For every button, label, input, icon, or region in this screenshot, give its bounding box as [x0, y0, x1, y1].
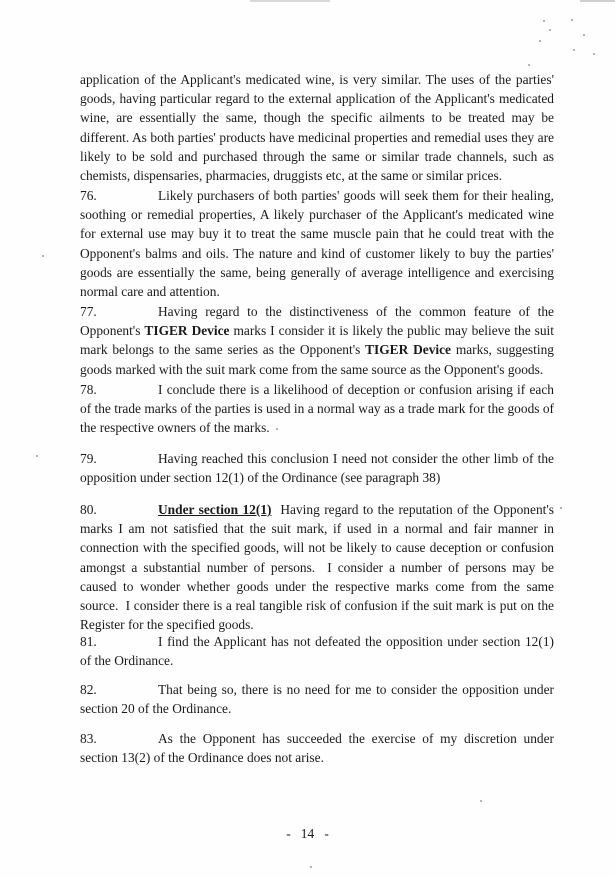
paragraph-text: Likely purchasers of both parties' goods will seek them for their healing, soothing or remedial properties, A likely purchaser of the Applicant's medicated wine for external use may buy it to treat the same muscle pain that he could treat with the Opponent's balms and oils. The nature and kind of customer likely to buy the parties' goods are essentially the same, being generally of average intelligence and exercising normal care and attention.	[80, 188, 554, 300]
paragraph-number: 82.	[80, 682, 97, 697]
page-number-dash: -	[286, 826, 291, 841]
paragraph-text: Having regard to the reputation of the Opponent's marks I am not satisfied that the suit mark, if used in a normal and fair manner in connection with the specified goods, will not be likely to cause deception or confusion amongst a substantial number of persons. I consider a number of persons may be caused to wonder whether goods under the respective marks come from the same source. I consider there is a real tangible risk of confusion if the suit mark is put on the Register for the specified goods.	[80, 502, 558, 633]
page-number-dash: -	[324, 826, 329, 841]
mark-name-bold: TIGER Device	[144, 323, 230, 339]
scan-speck	[480, 800, 482, 802]
paragraph-number: 79.	[80, 451, 97, 466]
page-number-value: 14	[300, 826, 315, 841]
paragraph-82	[80, 680, 554, 718]
paragraph-text: I find the Applicant has not defeated the opposition under section 12(1) of the Ordinance.	[80, 634, 554, 669]
scan-speck	[593, 53, 595, 55]
paragraph-number: 83.	[80, 731, 97, 746]
scan-speck	[573, 49, 575, 51]
scan-speck	[543, 20, 545, 22]
paragraph-number: 78.	[80, 382, 97, 397]
scan-edge	[580, 0, 615, 2]
paragraph-number: 77.	[80, 304, 97, 319]
paragraph-text: I conclude there is a likelihood of deception or confusion arising if each of the trade marks of the parties is used in a normal way as a trade mark for the goods of the respective owners of the marks.	[80, 382, 554, 436]
paragraph-text: That being so, there is no need for me to consider the opposition under section 20 of the Ordinance.	[80, 682, 554, 717]
paragraph-79	[80, 449, 554, 487]
scan-speck	[310, 866, 312, 868]
scan-speck	[539, 40, 541, 42]
section-heading: Under section 12(1)	[158, 502, 272, 517]
paragraph-text: marks I consider it is likely the public may believe the suit mark belongs to the same series as the Opponent's	[80, 323, 554, 358]
scan-speck	[560, 507, 562, 509]
scan-speck	[571, 19, 573, 21]
scan-speck	[528, 64, 530, 66]
continuation-paragraph	[80, 70, 554, 185]
paragraph-text: marks, suggesting goods marked with the suit mark come from the same source as the Opponent's goods.	[80, 342, 554, 377]
scan-edge	[250, 0, 330, 2]
page-number	[0, 826, 615, 842]
scan-speck	[42, 255, 44, 257]
continuation-text: application of the Applicant's medicated wine, is very similar. The uses of the parties' goods, having particular regard to the external application of the Applicant's medicated wine, are essentially the same, though the specific ailments to be treated may be different. As both parties' products have medicinal properties and remedial uses they are likely to be sold and purchased through the same or similar trade channels, such as chemists, dispensaries, pharmacies, druggists etc, at the same or similar prices.	[80, 72, 554, 184]
paragraph-76	[80, 186, 554, 301]
scan-speck	[583, 34, 585, 36]
paragraph-83	[80, 729, 554, 767]
paragraph-number: 81.	[80, 634, 97, 649]
paragraph-81	[80, 632, 554, 670]
paragraph-80	[80, 500, 558, 634]
paragraph-78	[80, 380, 554, 438]
paragraph-text: Having reached this conclusion I need not consider the other limb of the opposition under section 12(1) of the Ordinance (see paragraph 38)	[80, 451, 554, 486]
paragraph-text: Having regard to the distinctiveness of the common feature of the Opponent's	[80, 304, 554, 339]
scan-speck	[36, 455, 38, 457]
paragraph-number: 80.	[80, 502, 97, 517]
paragraph-text: As the Opponent has succeeded the exercise of my discretion under section 13(2) of the Ordinance does not arise.	[80, 731, 554, 766]
paragraph-77	[80, 302, 554, 379]
mark-name-bold: TIGER Device	[365, 342, 452, 358]
scan-speck	[549, 29, 551, 31]
paragraph-number: 76.	[80, 188, 97, 203]
